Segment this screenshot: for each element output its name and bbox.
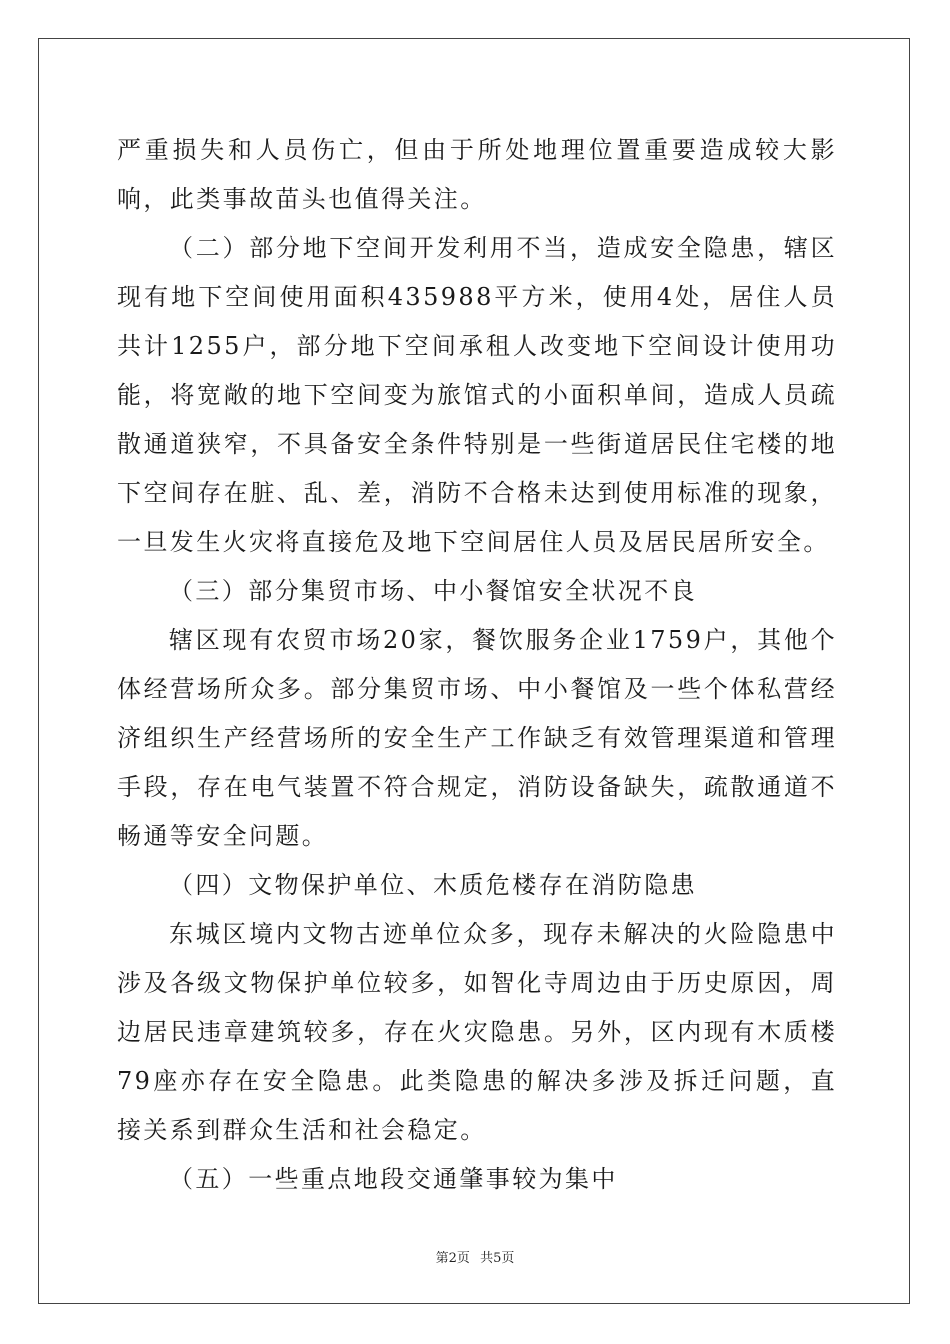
- document-body: [117, 126, 837, 1204]
- heading-traffic: （五）一些重点地段交通肇事较为集中: [169, 1165, 618, 1193]
- page-total: 共5页: [480, 1251, 515, 1266]
- heading-heritage: （四）文物保护单位、木质危楼存在消防隐患: [169, 871, 697, 899]
- paragraph-markets: 辖区现有农贸市场20家，餐饮服务企业1759户，其他个体经营场所众多。部分集贸市场、中小餐馆及一些个体私营经济组织生产经营场所的安全生产工作缺乏有效管理渠道和管理手段，存在电气装置不符合规定，消防设备缺失，疏散通道不畅通等安全问题。: [117, 626, 837, 850]
- paragraph-continuation: 严重损失和人员伤亡，但由于所处地理位置重要造成较大影响，此类事故苗头也值得关注。: [117, 136, 837, 213]
- page-footer: [0, 1247, 950, 1266]
- paragraph-underground-space: （二）部分地下空间开发利用不当，造成安全隐患，辖区现有地下空间使用面积435988平方米，使用4处，居住人员共计1255户，部分地下空间承租人改变地下空间设计使用功能，将宽敞的地下空间变为旅馆式的小面积单间，造成人员疏散通道狭窄，不具备安全条件特别是一些街道居民住宅楼的地下空间存在脏、乱、差，消防不合格未达到使用标准的现象，一旦发生火灾将直接危及地下空间居住人员及居民居所安全。: [117, 234, 837, 556]
- page-number: 第2页: [435, 1251, 470, 1266]
- heading-markets: （三）部分集贸市场、中小餐馆安全状况不良: [169, 577, 697, 605]
- paragraph-heritage: 东城区境内文物古迹单位众多，现存未解决的火险隐患中涉及各级文物保护单位较多，如智化寺周边由于历史原因，周边居民违章建筑较多，存在火灾隐患。另外，区内现有木质楼79座亦存在安全隐患。此类隐患的解决多涉及拆迁问题，直接关系到群众生活和社会稳定。: [117, 920, 837, 1144]
